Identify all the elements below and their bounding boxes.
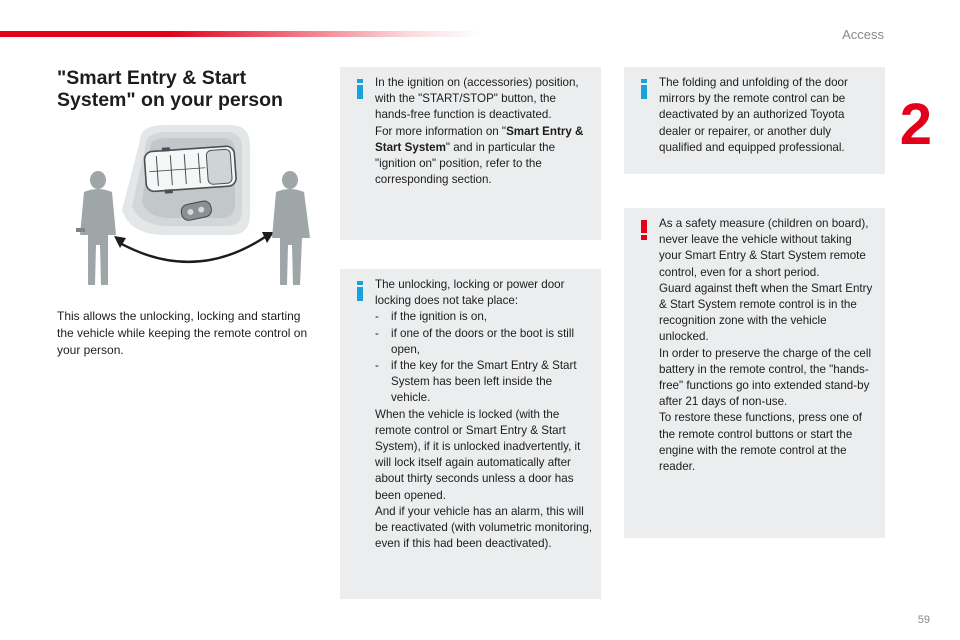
- note-ignition: [340, 67, 601, 240]
- note-ignition-text2b: " and in particular the "ignition on" position, refer to the corresponding section.: [375, 140, 556, 187]
- note-ignition-text2: [375, 124, 593, 189]
- note-safety-para4: To restore these functions, press one of the remote control buttons or start the engine with the remote control at the reader.: [659, 411, 863, 474]
- chapter-number: 2: [899, 92, 932, 157]
- note-ignition-text1: In the ignition on (accessories) position, with the "START/STOP" button, the hands-free function is deactivated.: [375, 76, 579, 122]
- header-accent-bar: [0, 31, 480, 37]
- info-icon: [353, 79, 367, 99]
- list-item: [375, 326, 593, 358]
- note-safety-para2: Guard against theft when the Smart Entry & Start System remote control is in the recognition zone with the vehicle unlocked.: [659, 281, 873, 344]
- warning-icon: [637, 220, 651, 240]
- list-item-text: if the key for the Smart Entry & Start System has been left inside the vehicle.: [391, 359, 577, 405]
- car-top-view-icon: [144, 143, 237, 195]
- page-number: 59: [917, 614, 930, 626]
- person-left-icon: [76, 171, 116, 285]
- smart-entry-illustration: [70, 120, 320, 300]
- bullet-dash: -: [375, 310, 379, 324]
- note-unlocking-para1: When the vehicle is locked (with the remote control or Smart Entry & Start System), if it is unlocked inadvertently, it will lock itself again automatically after about thirty seconds unless a door has been opened.: [375, 407, 581, 502]
- bullet-dash: -: [375, 359, 379, 373]
- note-safety-para1: As a safety measure (children on board), never leave the vehicle without taking your Smart Entry & Start System remote control, even for a short period.: [659, 217, 869, 279]
- note-unlocking-lead: The unlocking, locking or power door locking does not take place:: [375, 278, 565, 308]
- section-title: Access: [842, 27, 884, 42]
- note-mirrors: [624, 67, 885, 174]
- info-icon: [637, 79, 651, 99]
- list-item-text: if one of the doors or the boot is still open,: [391, 326, 575, 356]
- info-icon: [353, 281, 367, 301]
- note-unlocking: [340, 269, 601, 599]
- note-safety-para3: In order to preserve the charge of the cell battery in the remote control, the "hands-free" functions go into extended stand-by after 21 days of non-use.: [659, 346, 872, 409]
- note-unlocking-para2: And if your vehicle has an alarm, this will be reactivated (with volumetric monitoring, even if this had been deactivated).: [375, 504, 593, 551]
- note-unlocking-list: [375, 309, 593, 406]
- list-item: [375, 358, 593, 407]
- double-arrow-icon: [118, 235, 268, 262]
- intro-text: This allows the unlocking, locking and starting the vehicle while keeping the remote control on your person.: [57, 309, 308, 357]
- note-mirrors-text: The folding and unfolding of the door mirrors by the remote control can be deactivated by an authorized Toyota dealer or repairer, or another duly qualified and equipped professional.: [659, 76, 848, 154]
- note-ignition-text2a: For more information on ": [375, 124, 507, 138]
- page-title: "Smart Entry & Start System" on your person: [57, 67, 283, 111]
- note-safety: [624, 208, 885, 538]
- bullet-dash: -: [375, 326, 379, 340]
- list-item: [375, 309, 593, 325]
- person-right-icon: [272, 171, 310, 285]
- note-ignition-bold: Smart Entry & Start System: [375, 124, 584, 154]
- list-item-text: if the ignition is on,: [391, 310, 488, 324]
